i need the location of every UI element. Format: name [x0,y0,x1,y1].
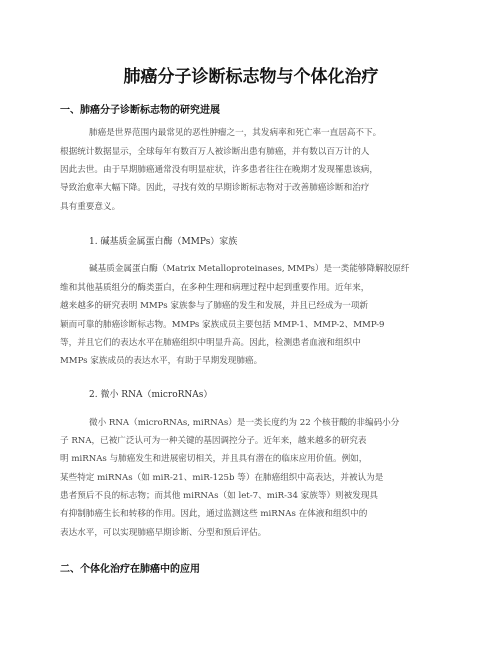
paragraph-line: 根据统计数据显示，全球每年有数百万人被诊断出患有肺癌，并有数以百万计的人 [60,147,370,157]
subsection-heading-1: 1. 碱基质金属蛋白酶（MMPs）家族 [89,237,238,247]
paragraph-line: 等，并且它们的表达水平在肺癌组织中明显升高。因此，检测患者血液和组织中 [60,338,361,348]
section-heading-2: 二、个体化治疗在肺癌中的应用 [60,564,200,575]
section-heading-1: 一、肺癌分子诊断标志物的研究进展 [60,105,220,116]
paragraph-line: 有抑制肺癌生长和转移的作用。因此，通过监测这些 miRNAs 在体液和组织中的 [60,509,368,519]
paragraph-line: 肺癌是世界范围内最常见的恶性肿瘤之一，其发病率和死亡率一直居高不下。 [89,128,382,138]
document-title: 肺癌分子诊断标志物与个体化治疗 [123,67,379,87]
subsection-heading-2: 2. 微小 RNA（microRNAs） [89,390,213,400]
paragraph-line: 表达水平，可以实现肺癌早期诊断、分型和预后评估。 [60,528,267,538]
paragraph-line: 具有重要意义。 [60,202,121,212]
paragraph-line: 患者预后不良的标志物；而其他 miRNAs（如 let-7、miR-34 家族等）则被发现具 [60,491,379,501]
paragraph-line: 微小 RNA（microRNAs, miRNAs）是一类长度约为 22 个核苷酸的非编码小分 [89,418,400,428]
paragraph-line: 越来越多的研究表明 MMPs 家族参与了肺癌的发生和发展，并且已经成为一项新 [60,301,369,311]
paragraph-line: 子 RNA，已被广泛认可为一种关键的基因调控分子。近年来，越来越多的研究表 [60,436,367,446]
paragraph-line: 明 miRNAs 与肺癌发生和进展密切相关，并且具有潜在的临床应用价值。例如， [60,454,368,464]
paragraph-line: 碱基质金属蛋白酶（Matrix Metalloproteinases, MMPs）是一类能够降解胶原纤 [89,264,410,274]
paragraph-line: 某些特定 miRNAs（如 miR-21、miR-125b 等）在肺癌组织中高表达，并被认为是 [60,473,384,483]
paragraph-line: 导致治愈率大幅下降。因此，寻找有效的早期诊断标志物对于改善肺癌诊断和治疗 [60,183,370,193]
paragraph-line: 维和其他基质组分的酶类蛋白，在多种生理和病理过程中起到重要作用。近年来， [60,283,370,293]
paragraph-line: 因此去世。由于早期肺癌通常没有明显症状，许多患者往往在晚期才发现罹患该病， [60,165,378,175]
paragraph-line: MMPs 家族成员的表达水平，有助于早期发现肺癌。 [60,356,263,366]
paragraph-line: 颖而可靠的肺癌诊断标志物。MMPs 家族成员主要包括 MMP-1、MMP-2、MMP-9 [60,320,385,330]
